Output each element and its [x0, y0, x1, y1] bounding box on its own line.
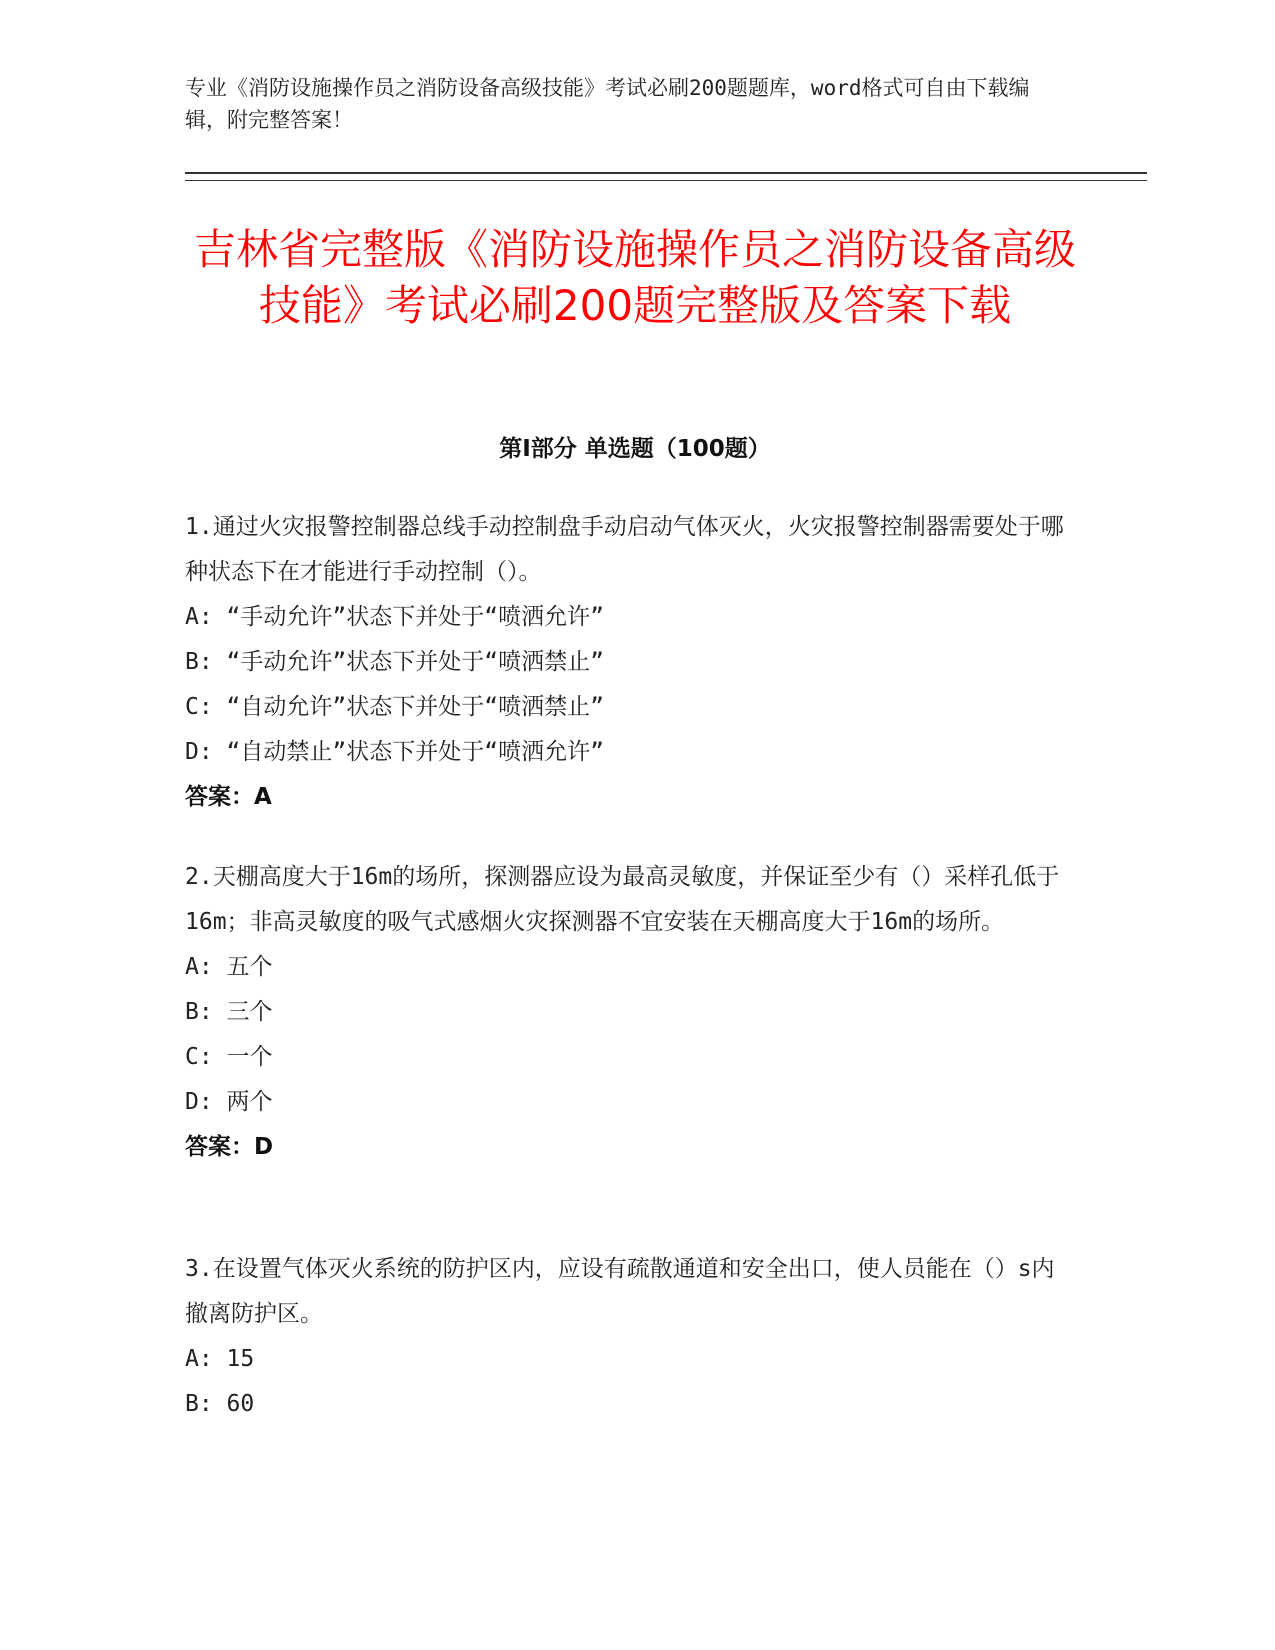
question-2	[185, 855, 1065, 1170]
question-3	[185, 1247, 1065, 1427]
option-c: C: “自动允许”状态下并处于“喷洒禁止”	[185, 694, 604, 720]
header-note: 专业《消防设施操作员之消防设备高级技能》考试必刷200题题库，word格式可自由下载编辑，附完整答案！	[185, 76, 1030, 132]
answer-line: 答案：D	[185, 1134, 274, 1160]
question-stem: 3.在设置气体灭火系统的防护区内，应设有疏散通道和安全出口，使人员能在（）s内撤离防护区。	[185, 1256, 1055, 1327]
header-divider-thick	[185, 172, 1147, 174]
question-stem: 1.通过火灾报警控制器总线手动控制盘手动启动气体灭火，火灾报警控制器需要处于哪种状态下在才能进行手动控制（）。	[185, 514, 1064, 585]
option-b: B: 三个	[185, 999, 273, 1025]
option-b: B: 60	[185, 1391, 255, 1417]
question-1	[185, 505, 1065, 820]
option-a: A: 五个	[185, 954, 273, 980]
option-a: A: 15	[185, 1346, 255, 1372]
option-d: D: 两个	[185, 1089, 273, 1115]
option-d: D: “自动禁止”状态下并处于“喷洒允许”	[185, 739, 604, 765]
option-a: A: “手动允许”状态下并处于“喷洒允许”	[185, 604, 604, 630]
document-title: 吉林省完整版《消防设施操作员之消防设备高级技能》考试必刷200题完整版及答案下载	[193, 225, 1076, 330]
answer-line: 答案：A	[185, 784, 272, 810]
question-stem: 2.天棚高度大于16m的场所，探测器应设为最高灵敏度，并保证至少有（）采样孔低于16m；非高灵敏度的吸气式感烟火灾探测器不宜安装在天棚高度大于16m的场所。	[185, 864, 1060, 935]
header-divider-thin	[185, 180, 1147, 181]
option-c: C: 一个	[185, 1044, 273, 1070]
option-b: B: “手动允许”状态下并处于“喷洒禁止”	[185, 649, 604, 675]
section-heading: 第I部分 单选题（100题）	[499, 436, 771, 462]
